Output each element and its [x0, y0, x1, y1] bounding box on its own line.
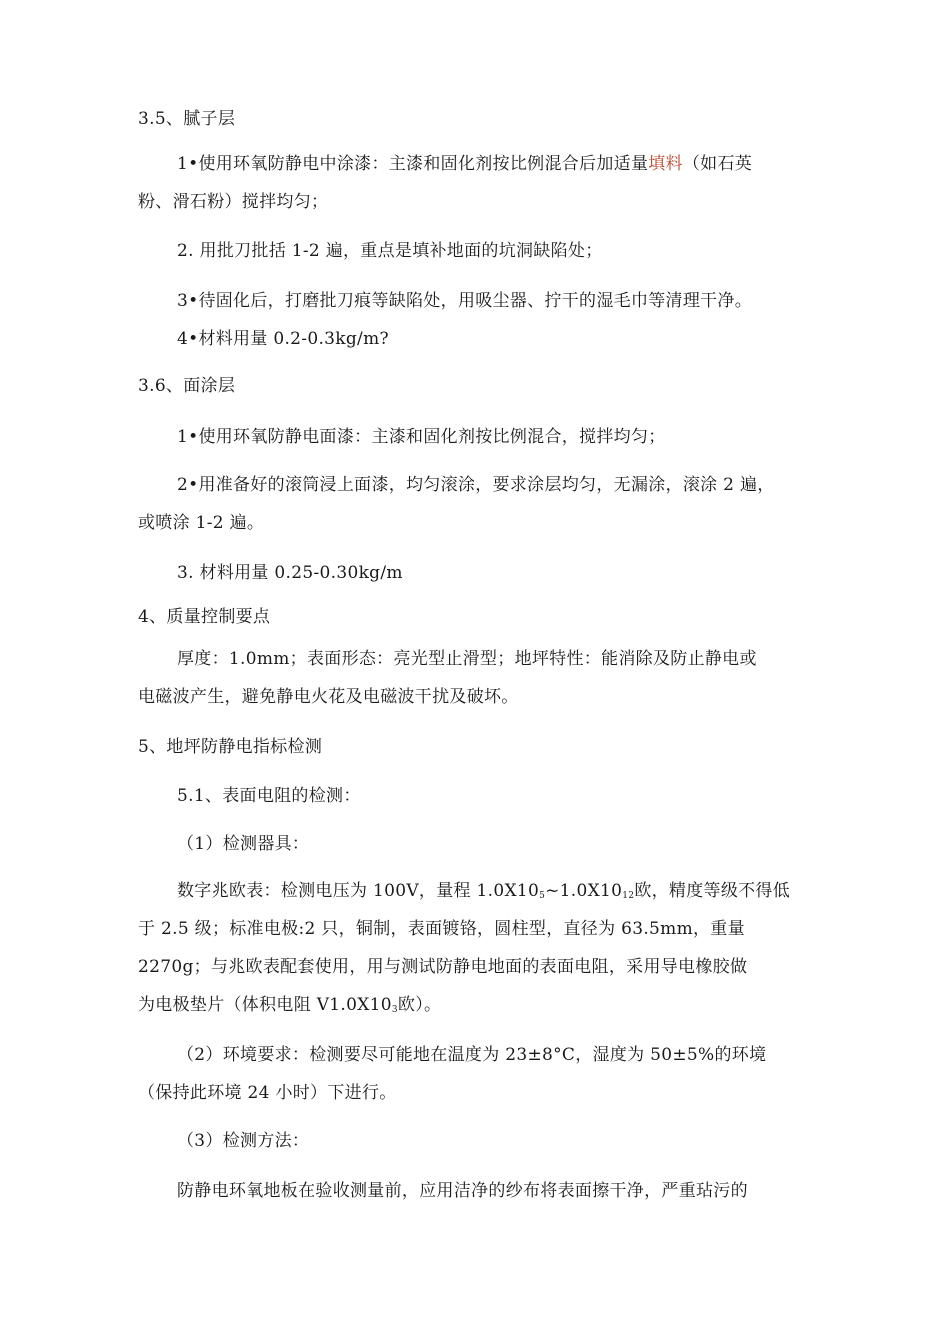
exponent: 3 — [391, 1005, 398, 1015]
exponent: 12 — [622, 891, 635, 901]
text-span: 数字兆欧表：检测电压为 100V，量程 1.0X10 — [177, 881, 540, 901]
section-heading-5: 5、地坪防静电指标检测 — [138, 737, 323, 757]
list-item-heading: （1）检测器具： — [177, 834, 310, 854]
text-span: 欧，精度等级不得低 — [634, 881, 791, 901]
paragraph-line: 防静电环氧地板在验收测量前，应用洁净的纱布将表面擦干净，严重玷污的 — [177, 1181, 748, 1201]
text-span: （如石英 — [682, 154, 753, 174]
paragraph-line: 3. 材料用量 0.25-0.30kg/m — [177, 563, 403, 583]
paragraph-line — [138, 994, 441, 1021]
paragraph-line: 2•用准备好的滚筒浸上面漆，均匀滚涂，要求涂层均匀，无漏涂，滚涂 2 遍， — [177, 475, 775, 495]
paragraph-line: 于 2.5 级；标准电极:2 只，铜制，表面镀铬，圆柱型，直径为 63.5mm，重量 — [138, 919, 745, 939]
paragraph-line — [177, 153, 752, 175]
subsection-heading-5-1: 5.1、表面电阻的检测： — [177, 786, 361, 806]
section-heading-3-5: 3.5、腻子层 — [138, 109, 236, 129]
text-span: 为电极垫片（体积电阻 V1.0X10 — [138, 995, 392, 1015]
paragraph-line: 4•材料用量 0.2-0.3kg/m? — [177, 329, 389, 349]
paragraph-line: 粉、滑石粉）搅拌均匀； — [138, 192, 329, 212]
paragraph-line — [177, 880, 790, 907]
highlighted-term: 填料 — [648, 154, 683, 174]
paragraph-line: 3•待固化后，打磨批刀痕等缺陷处，用吸尘器、拧干的湿毛巾等清理干净。 — [177, 291, 753, 311]
paragraph-line: 2270g；与兆欧表配套使用，用与测试防静电地面的表面电阻，采用导电橡胶做 — [138, 957, 748, 977]
section-heading-4: 4、质量控制要点 — [138, 607, 271, 627]
text-span: 欧）。 — [397, 995, 442, 1015]
text-span: ~1.0X10 — [545, 881, 623, 901]
paragraph-line: 厚度：1.0mm；表面形态：亮光型止滑型；地坪特性：能消除及防止静电或 — [177, 649, 757, 669]
paragraph-line: （保持此环境 24 小时）下进行。 — [138, 1083, 397, 1103]
exponent: 5 — [539, 891, 546, 901]
list-item-heading: （3）检测方法： — [177, 1131, 310, 1151]
paragraph-line: 1•使用环氧防静电面漆：主漆和固化剂按比例混合，搅拌均匀； — [177, 427, 666, 447]
text-span: 1•使用环氧防静电中涂漆：主漆和固化剂按比例混合后加适量 — [177, 154, 649, 174]
paragraph-line: 或喷涂 1-2 遍。 — [138, 513, 265, 533]
paragraph-line: 2. 用批刀批括 1-2 遍，重点是填补地面的坑洞缺陷处； — [177, 241, 603, 261]
paragraph-line: 电磁波产生，避免静电火花及电磁波干扰及破坏。 — [138, 687, 519, 707]
section-heading-3-6: 3.6、面涂层 — [138, 376, 236, 396]
paragraph-line: （2）环境要求：检测要尽可能地在温度为 23±8°C，湿度为 50±5%的环境 — [177, 1045, 767, 1065]
